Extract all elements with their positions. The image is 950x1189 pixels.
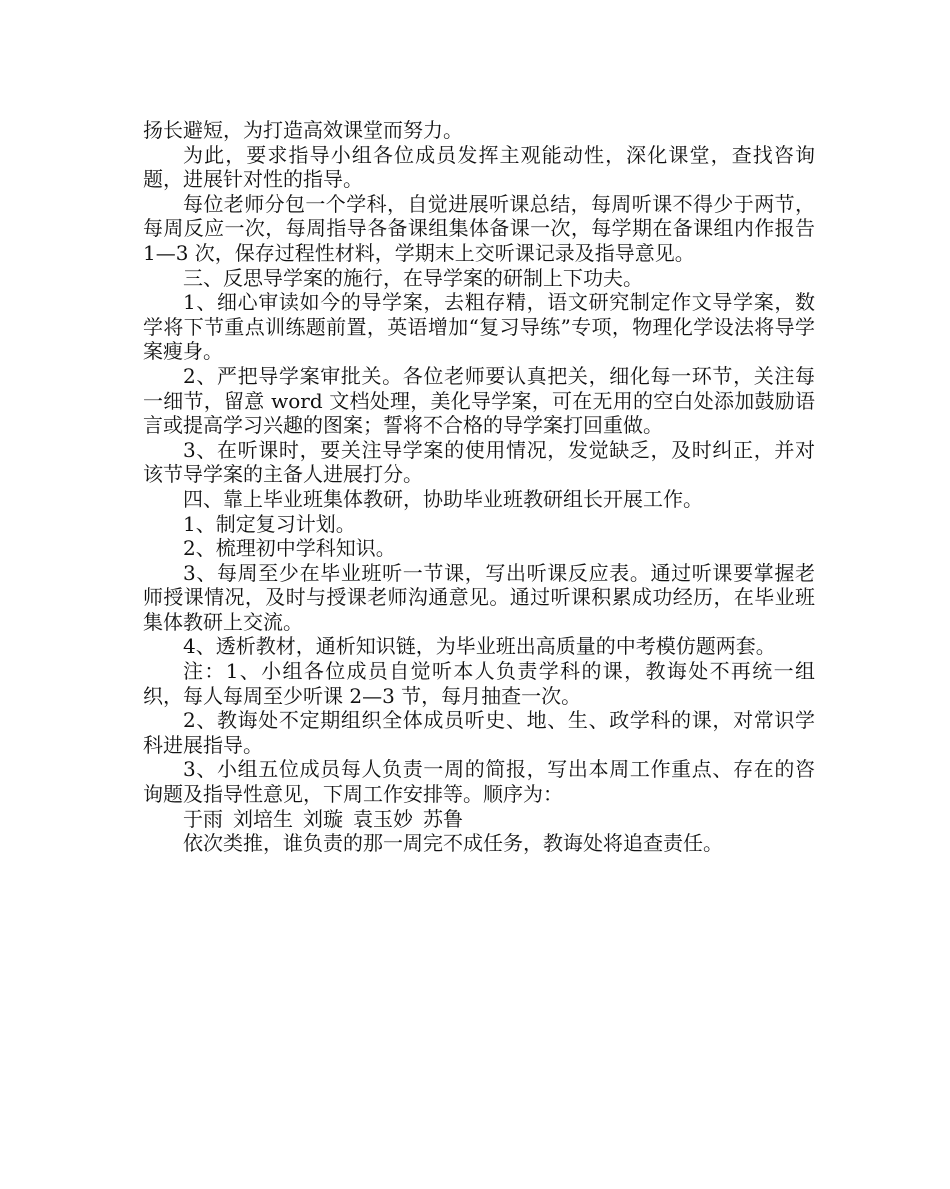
section-heading: 三、反思导学案的施行，在导学案的研制上下功夫。 xyxy=(183,265,643,290)
paragraph: 2、梳理初中学科知识。 xyxy=(183,536,396,561)
paragraph: 扬长避短，为打造高效课堂而努力。 xyxy=(143,118,463,142)
name-list xyxy=(143,807,815,832)
name-item: 于雨 xyxy=(183,806,223,831)
paragraph: 2、严把导学案审批关。各位老师要认真把关，细化每一环节，关注每一细节，留意 word 文档处理，美化导学案，可在无用的空白处添加鼓励语言或提高学习兴趣的图案；誓将不合格的导学案打回重做。 xyxy=(143,363,815,438)
paragraph: 4、透析教材，通析知识链，为毕业班出高质量的中考模仿题两套。 xyxy=(183,634,776,659)
paragraph: 1、细心审读如今的导学案，去粗存精，语文研究制定作文导学案，数学将下节重点训练题前置，英语增加“复习导练”专项，物理化学设法将导学案瘦身。 xyxy=(143,290,815,364)
note-paragraph: 注：1、小组各位成员自觉听本人负责学科的课，教诲处不再统一组织，每人每周至少听课 2—3 节，每月抽查一次。 xyxy=(143,659,815,708)
document-body xyxy=(143,118,815,856)
closing-paragraph: 依次类推，谁负责的那一周完不成任务，教诲处将追查责任。 xyxy=(183,831,723,856)
paragraph: 为此，要求指导小组各位成员发挥主观能动性，深化课堂，查找咨询题，进展针对性的指导。 xyxy=(143,142,815,192)
paragraph: 每位老师分包一个学科，自觉进展听课总结，每周听课不得少于两节，每周反应一次，每周指导各备课组集体备课一次，每学期在备课组内作报告 1—3 次，保存过程性材料，学期末上交听课记录及指导意见。 xyxy=(143,191,815,265)
section-heading: 四、靠上毕业班集体教研，协助毕业班教研组长开展工作。 xyxy=(183,486,703,511)
paragraph: 3、在听课时，要关注导学案的使用情况，发觉缺乏，及时纠正，并对该节导学案的主备人进展打分。 xyxy=(143,437,815,487)
name-item: 袁玉妙 xyxy=(353,806,413,831)
name-item: 刘璇 xyxy=(303,806,343,831)
paragraph: 1、制定复习计划。 xyxy=(183,511,356,536)
paragraph: 3、小组五位成员每人负责一周的简报，写出本周工作重点、存在的咨询题及指导性意见，下周工作安排等。顺序为： xyxy=(143,757,815,807)
paragraph: 3、每周至少在毕业班听一节课，写出听课反应表。通过听课要掌握老师授课情况，及时与授课老师沟通意见。通过听课积累成功经历，在毕业班集体教研上交流。 xyxy=(143,560,815,634)
paragraph: 2、教诲处不定期组织全体成员听史、地、生、政学科的课，对常识学科进展指导。 xyxy=(143,708,815,757)
name-item: 苏鲁 xyxy=(423,806,463,831)
name-item: 刘培生 xyxy=(233,806,293,831)
